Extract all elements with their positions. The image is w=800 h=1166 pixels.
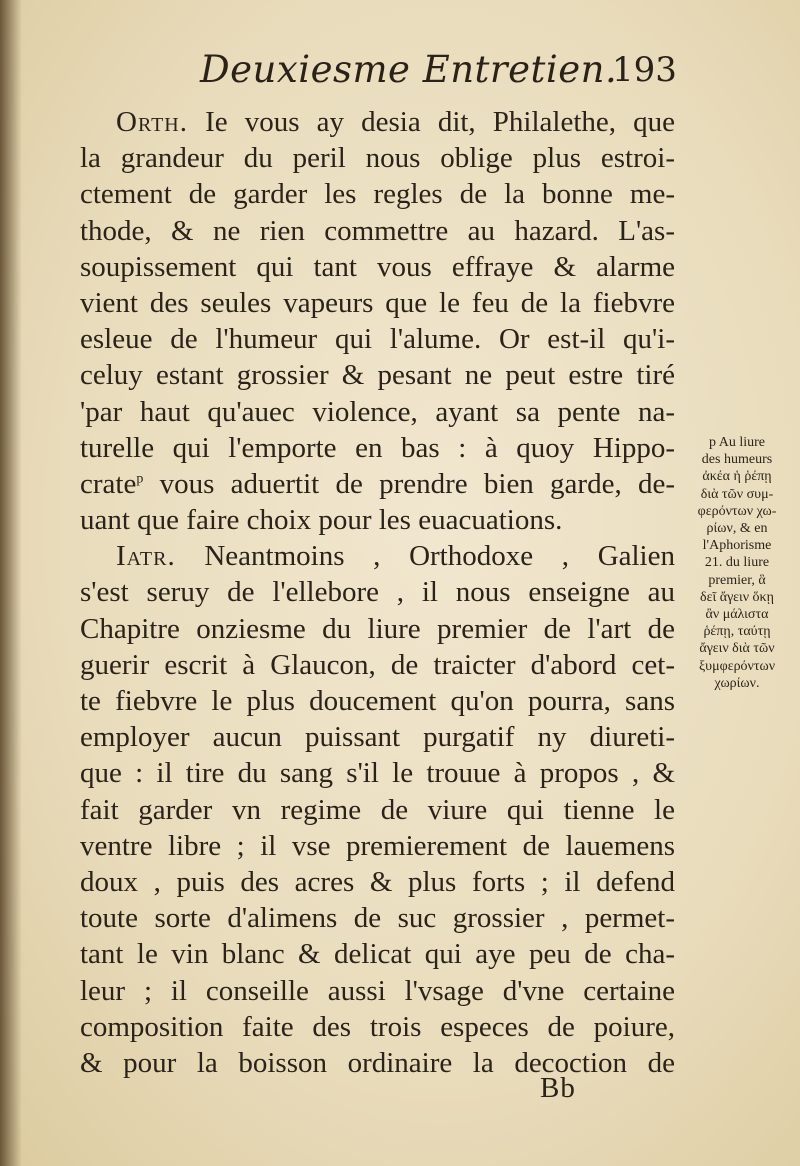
margin-note-line: premier, ἃ (708, 572, 766, 588)
text-line: leur ; il conseille aussi l'vsage d'vne certaine (80, 974, 675, 1007)
margin-note-line: ρίων, & en (706, 521, 768, 537)
catchword: Bb (540, 1072, 576, 1104)
page-number: 193 (612, 50, 677, 90)
text-line: celuy estant grossier & pesant ne peut estre tiré (80, 359, 675, 392)
text-line: uant que faire choix pour les euacuations. (80, 504, 563, 537)
text-line: la grandeur du peril nous oblige plus estroi- (80, 142, 675, 175)
text-line: employer aucun puissant purgatif ny diureti- (80, 721, 675, 754)
margin-note-line: l'Aphorisme (702, 538, 772, 554)
speaker-label: Iatr. (116, 540, 176, 573)
text-line: te fiebvre le plus doucement qu'on pourra, sans (80, 685, 675, 717)
margin-note (678, 434, 796, 692)
text-line: vient des seules vapeurs que le feu de la fiebvre (80, 286, 675, 319)
text-line: Chapitre onziesme du liure premier de l'art de (80, 612, 675, 645)
text-line: s'est seruy de l'ellebore , il nous enseigne au (80, 576, 675, 609)
margin-note-line: χωρίων. (714, 675, 760, 691)
text-line: esleue de l'humeur qui l'alume. Or est-il qu'i- (80, 323, 675, 356)
margin-note-line: p Au liure (709, 435, 765, 450)
text-line: composition faite des trois especes de poiure, (80, 1010, 675, 1043)
margin-note-line: φερόντων χω- (697, 503, 777, 519)
text-line: fait garder vn regime de viure qui tienne le (80, 793, 675, 826)
footnote-marker: p (136, 471, 144, 487)
text-line: Iatr. Neantmoins , Orthodoxe , Galien (116, 540, 675, 573)
margin-note-line: διὰ τῶν συμ- (700, 486, 774, 502)
margin-note-line: ἂν μάλιστα (705, 607, 769, 623)
margin-note-line: ξυμφερόντων (698, 658, 776, 674)
text-line: toute sorte d'alimens de suc grossier , permet- (80, 902, 675, 935)
running-title: Deuxiesme Entretien. (200, 48, 618, 91)
text-line: tant le vin blanc & delicat qui aye peu de cha- (80, 938, 675, 971)
text-line: que : il tire du sang s'il le trouue à propos , & (80, 757, 675, 790)
margin-note-line: ἀκέα ἡ ῥέπῃ (702, 469, 772, 485)
text-line: ctement de garder les regles de la bonne me- (80, 178, 675, 211)
text-line: crate$^p$ vous aduertit de prendre bien garde, de- (80, 467, 675, 500)
text-line: turelle qui l'emporte en bas : à quoy Hippo- (80, 431, 675, 464)
text-line: 'par haut qu'auec violence, ayant sa pente na- (80, 395, 675, 428)
main-text-block (80, 104, 675, 1081)
text-line: doux , puis des acres & plus forts ; il defend (80, 865, 675, 898)
margin-note-line: ῥέπῃ, ταύτῃ (703, 624, 771, 640)
margin-note-line: des humeurs (701, 452, 773, 468)
margin-note-line: 21. du liure (704, 555, 770, 571)
text-line: thode, & ne rien commettre au hazard. L'as- (80, 214, 675, 247)
speaker-label: Orth. (116, 106, 188, 138)
text-line: & pour la boisson ordinaire la decoction de (80, 1046, 675, 1079)
text-line: soupissement qui tant vous effraye & alarme (80, 250, 675, 283)
text-line: guerir escrit à Glaucon, de traicter d'abord cet- (80, 648, 675, 681)
page-header (0, 48, 800, 98)
text-line: Orth. Ie vous ay desia dit, Philalethe, que (116, 106, 675, 138)
margin-note-line: δεῖ ἄγειν ὅκῃ (700, 589, 774, 605)
margin-note-line: ἄγειν διὰ τῶν (699, 641, 775, 657)
text-line: ventre libre ; il vse premierement de lauemens (80, 829, 675, 862)
